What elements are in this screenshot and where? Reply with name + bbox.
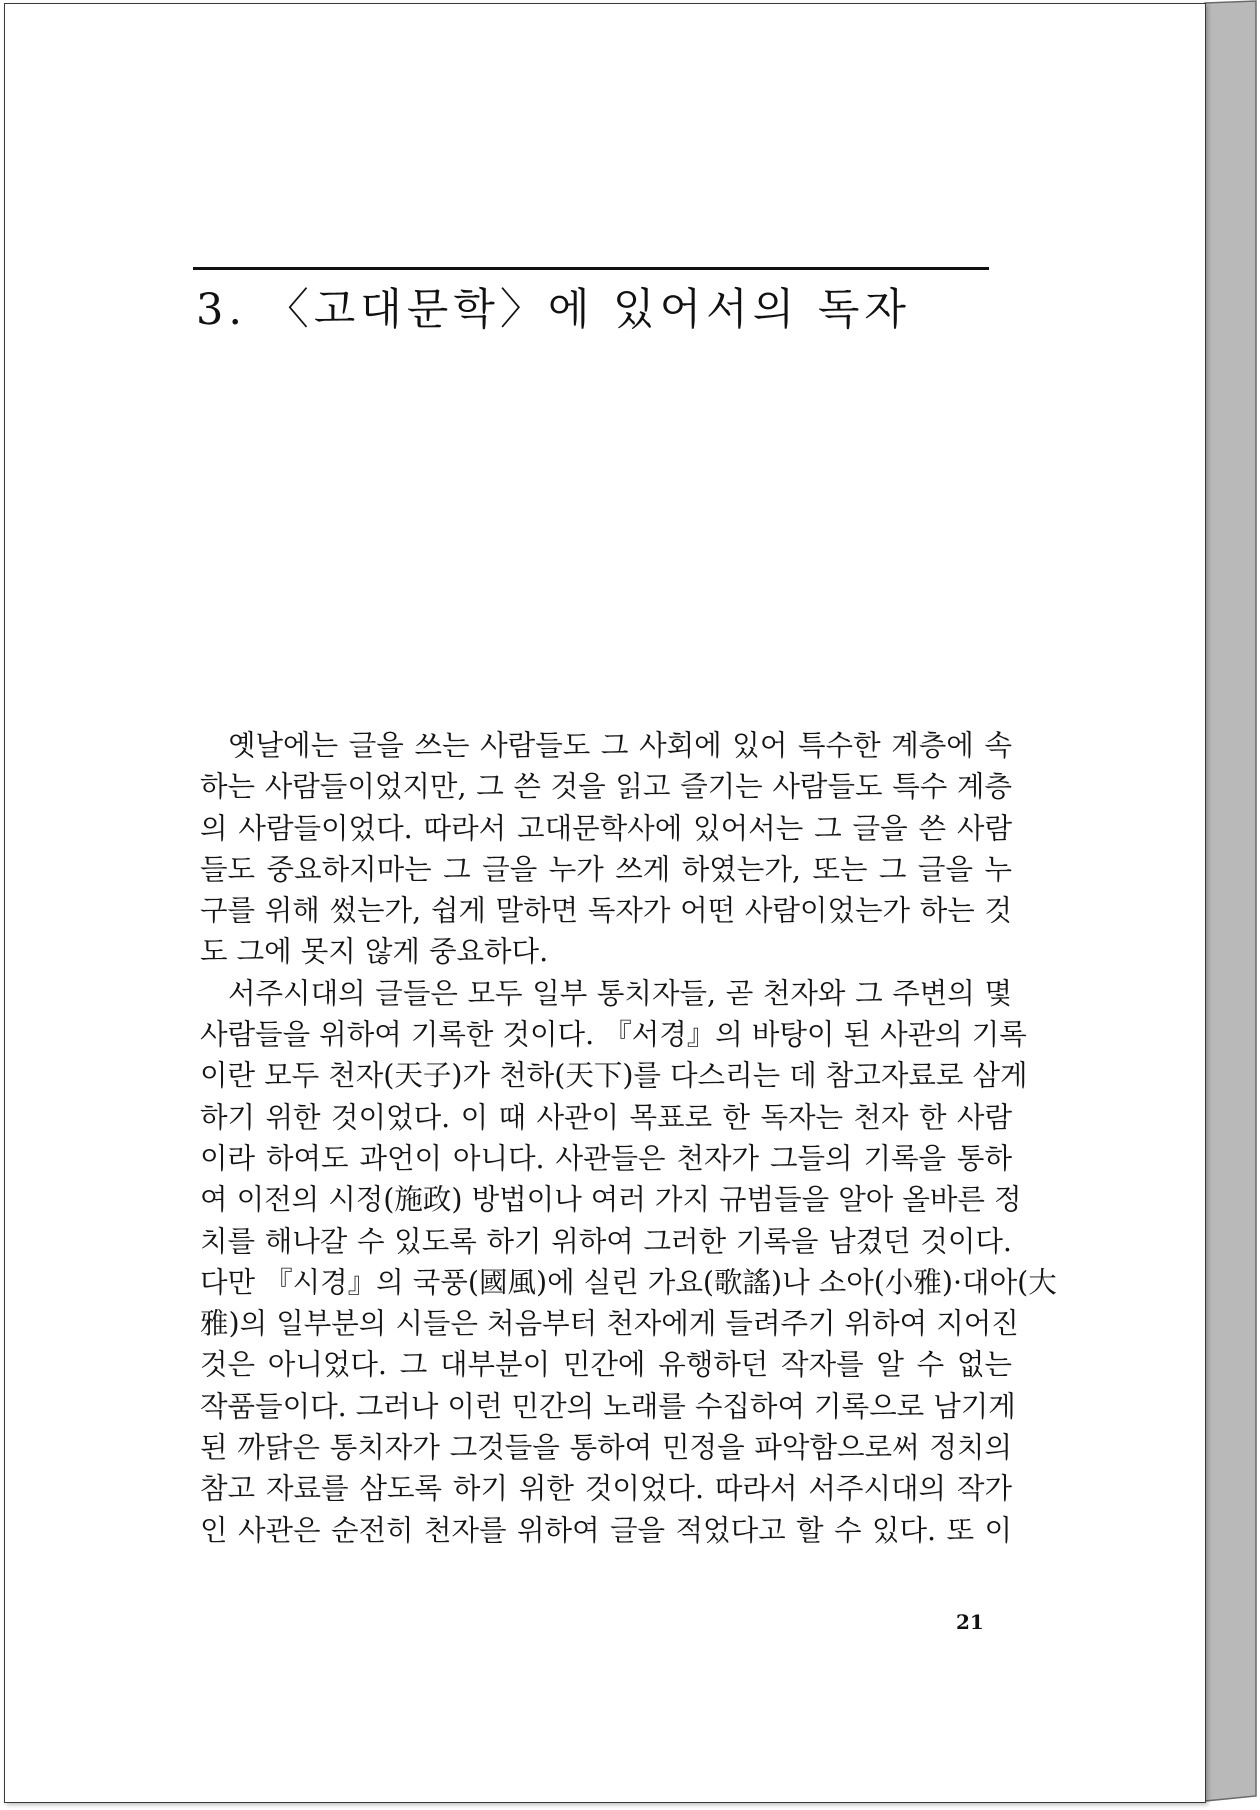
body-text — [200, 725, 1057, 1551]
text-line: 사람들을 위하여 기록한 것이다. 『서경』의 바탕이 된 사관의 기록 — [200, 1018, 1027, 1052]
text-line: 참고 자료를 삼도록 하기 위한 것이었다. 따라서 서주시대의 작가 — [200, 1472, 1012, 1506]
text-line: 치를 해나갈 수 있도록 하기 위하여 그러한 기록을 남겼던 것이다. — [200, 1224, 1012, 1258]
text-line: 인 사관은 순전히 천자를 위하여 글을 적었다고 할 수 있다. 또 이 — [200, 1513, 1012, 1547]
text-line: 여 이전의 시정(施政) 방법이나 여러 가지 규범들을 알아 올바른 정 — [200, 1183, 1022, 1217]
chapter-title: 3. 〈고대문학〉에 있어서의 독자 — [196, 285, 911, 335]
text-line: 서주시대의 글들은 모두 일부 통치자들, 곧 천자와 그 주변의 몇 — [228, 976, 1012, 1010]
page-number: 21 — [956, 1610, 984, 1634]
text-line: 이라 하여도 과언이 아니다. 사관들은 천자가 그들의 기록을 통하 — [200, 1141, 1012, 1175]
text-line: 작품들이다. 그러나 이런 민간의 노래를 수집하여 기록으로 남기게 — [200, 1389, 1016, 1423]
text-line: 들도 중요하지마는 그 글을 누가 쓰게 하였는가, 또는 그 글을 누 — [200, 852, 1012, 886]
text-line: 도 그에 못지 않게 중요하다. — [200, 935, 549, 969]
text-line: 하는 사람들이었지만, 그 쓴 것을 읽고 즐기는 사람들도 특수 계층 — [200, 770, 1012, 804]
title-rule — [193, 267, 989, 270]
text-line: 옛날에는 글을 쓰는 사람들도 그 사회에 있어 특수한 계층에 속 — [228, 729, 1012, 762]
text-line: 의 사람들이었다. 따라서 고대문학사에 있어서는 그 글을 쓴 사람 — [200, 811, 1012, 845]
text-line: 다만 『시경』의 국풍(國風)에 실린 가요(歌謠)나 소아(小雅)·대아(大 — [200, 1265, 1057, 1299]
text-line: 雅)의 일부분의 시들은 처음부터 천자에게 들려주기 위하여 지어진 — [200, 1307, 1019, 1341]
text-line: 것은 아니었다. 그 대부분이 민간에 유행하던 작자를 알 수 없는 — [200, 1348, 1012, 1382]
text-line: 이란 모두 천자(天子)가 천하(天下)를 다스리는 데 참고자료로 삼게 — [200, 1059, 1028, 1093]
text-line: 구를 위해 썼는가, 쉽게 말하면 독자가 어떤 사람이었는가 하는 것 — [200, 894, 1012, 928]
text-line: 된 까닭은 통치자가 그것들을 통하여 민정을 파악함으로써 정치의 — [200, 1431, 1012, 1465]
text-line: 하기 위한 것이었다. 이 때 사관이 목표로 한 독자는 천자 한 사람 — [200, 1100, 1012, 1134]
